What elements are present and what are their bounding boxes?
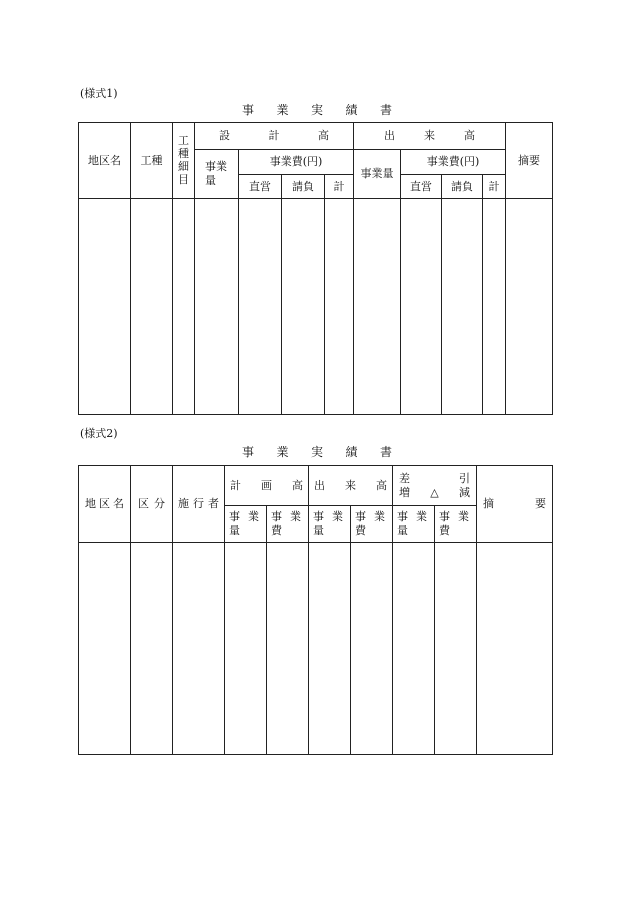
form1-title [242, 101, 392, 118]
body-cell [506, 199, 553, 415]
f2-header-plan: 計 画 高 [225, 466, 309, 506]
body-cell [282, 199, 325, 415]
form1-title-char: 業 [276, 103, 289, 117]
header-design-contract: 請負 [282, 175, 325, 199]
form2-title-char: 業 [276, 445, 289, 459]
body-cell [173, 543, 225, 755]
form2-table [78, 465, 553, 755]
body-cell [79, 199, 131, 415]
form2-title [242, 443, 392, 460]
header-work-detail: 工種細目 [173, 123, 195, 199]
body-cell [79, 543, 131, 755]
f2-output-quantity: 事 業 量 [309, 506, 351, 543]
f2-diff-cost: 事 業 費 [435, 506, 477, 543]
header-remarks: 摘要 [506, 123, 553, 199]
body-cell [401, 199, 442, 415]
form1-title-char: 績 [345, 103, 358, 117]
f2-header-operator: 施 行 者 [173, 466, 225, 543]
form2-title-char: 事 [242, 445, 255, 459]
header-design-group: 設 計 高 [195, 123, 354, 150]
f2-plan-cost: 事 業 費 [267, 506, 309, 543]
f2-header-difference: 差 引 増 △ 減 [393, 466, 477, 506]
body-cell [239, 199, 282, 415]
body-cell [442, 199, 483, 415]
f2-diff-quantity: 事 業 量 [393, 506, 435, 543]
header-output-direct: 直営 [401, 175, 442, 199]
header-output-cost: 事業費(円) [401, 150, 506, 175]
body-cell [354, 199, 401, 415]
body-cell [325, 199, 354, 415]
body-cell [393, 543, 435, 755]
body-cell [195, 199, 239, 415]
f2-header-section: 区 分 [131, 466, 173, 543]
f2-plan-quantity: 事 業 量 [225, 506, 267, 543]
header-district: 地区名 [79, 123, 131, 199]
body-cell [477, 543, 553, 755]
form2-body-row [79, 543, 553, 755]
header-output-group: 出 来 高 [354, 123, 506, 150]
f2-output-cost: 事 業 費 [351, 506, 393, 543]
header-output-contract: 請負 [442, 175, 483, 199]
body-cell [131, 543, 173, 755]
form2-title-char: 書 [379, 445, 392, 459]
f2-header-remarks: 摘 要 [477, 466, 553, 543]
form1-title-char: 実 [310, 103, 323, 117]
form2-title-char: 実 [310, 445, 323, 459]
header-work-type: 工種 [131, 123, 173, 199]
header-output-quantity: 事業量 [354, 150, 401, 199]
body-cell [309, 543, 351, 755]
form2-label: (様式2) [80, 427, 118, 440]
body-cell [131, 199, 173, 415]
header-output-total: 計 [483, 175, 506, 199]
form1-title-char: 事 [242, 103, 255, 117]
f2-header-output: 出 来 高 [309, 466, 393, 506]
f2-header-district: 地 区 名 [79, 466, 131, 543]
body-cell [173, 199, 195, 415]
form1-table [78, 122, 553, 415]
body-cell [435, 543, 477, 755]
body-cell [351, 543, 393, 755]
body-cell [483, 199, 506, 415]
form1-body-row [79, 199, 553, 415]
form2-title-char: 績 [345, 445, 358, 459]
body-cell [225, 543, 267, 755]
header-design-cost: 事業費(円) [239, 150, 354, 175]
header-design-total: 計 [325, 175, 354, 199]
header-design-quantity: 事業 量 [195, 150, 239, 199]
form1-title-char: 書 [379, 103, 392, 117]
body-cell [267, 543, 309, 755]
form1-label: (様式1) [80, 87, 118, 100]
header-design-direct: 直営 [239, 175, 282, 199]
